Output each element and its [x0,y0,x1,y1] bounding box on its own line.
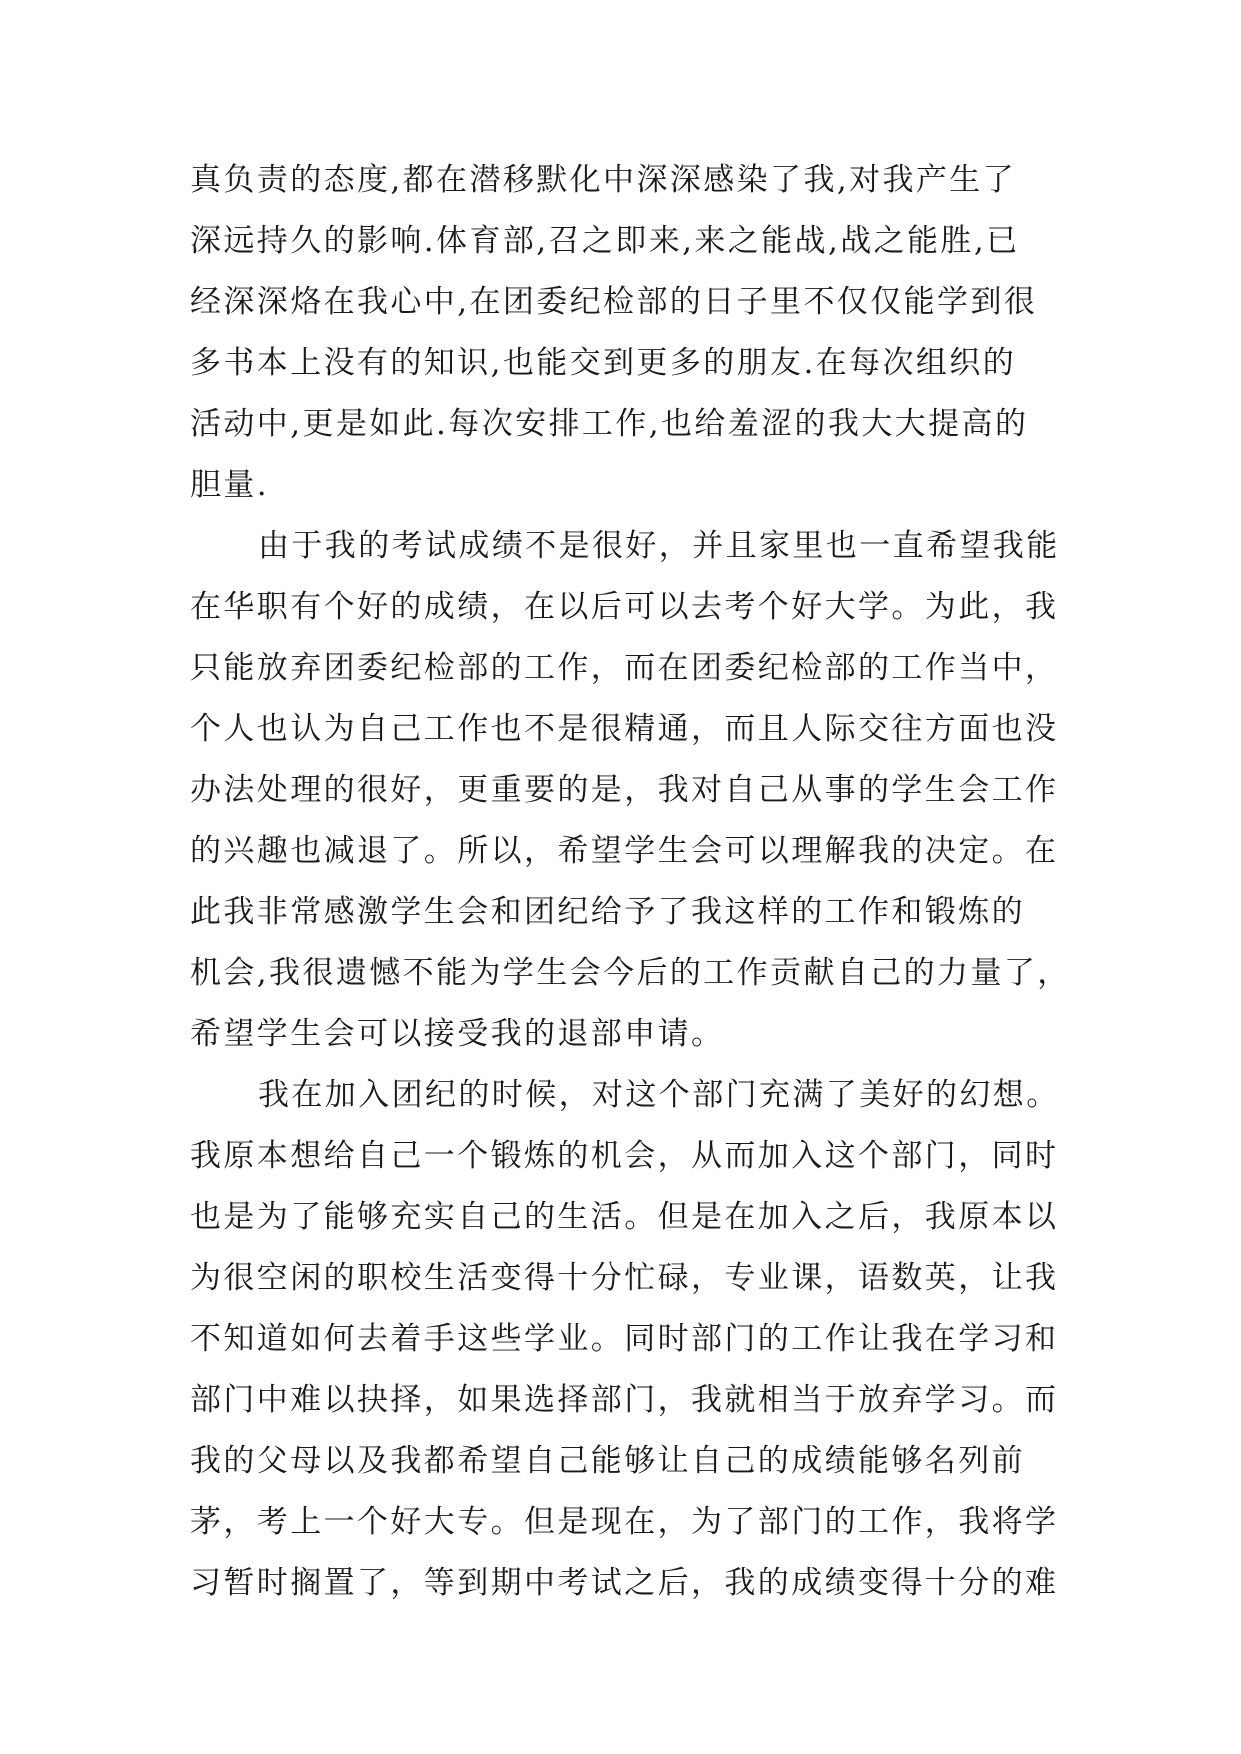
text-line: 深远持久的影响.体育部,召之即来,来之能战,战之能胜,已 [190,223,1020,259]
text-line: 不知道如何去着手这些学业。同时部门的工作让我在学习和 [190,1321,1059,1357]
body-text [190,150,1070,1614]
text-line: 多书本上没有的知识,也能交到更多的朋友.在每次组织的 [190,345,1017,381]
text-line: 我原本想给自己一个锻炼的机会，从而加入这个部门，同时 [190,1138,1059,1174]
text-line: 茅，考上一个好大专。但是现在，为了部门的工作，我将学 [190,1504,1059,1540]
text-line: 机会,我很遗憾不能为学生会今后的工作贡献自己的力量了， [190,955,1071,991]
text-line: 经深深烙在我心中,在团委纪检部的日子里不仅仅能学到很 [190,284,1038,320]
text-line: 此我非常感激学生会和团纪给予了我这样的工作和锻炼的 [190,894,1025,930]
paragraph-start-line: 由于我的考试成绩不是很好，并且家里也一直希望我能 [258,528,1060,564]
paragraph-start-line: 我在加入团纪的时候，对这个部门充满了美好的幻想。 [258,1077,1060,1113]
text-line: 个人也认为自己工作也不是很精通，而且人际交往方面也没 [190,711,1059,747]
text-line: 在华职有个好的成绩，在以后可以去考个好大学。为此，我 [190,589,1059,625]
text-line: 办法处理的很好，更重要的是，我对自己从事的学生会工作 [190,772,1059,808]
text-line: 真负责的态度,都在潜移默化中深深感染了我,对我产生了 [190,162,1017,198]
text-line: 为很空闲的职校生活变得十分忙碌，专业课，语数英，让我 [190,1260,1059,1296]
text-line: 我的父母以及我都希望自己能够让自己的成绩能够名列前 [190,1443,1025,1479]
text-line: 的兴趣也减退了。所以，希望学生会可以理解我的决定。在 [190,833,1059,869]
text-line: 胆量. [190,467,270,503]
text-line: 希望学生会可以接受我的退部申请。 [190,1016,725,1052]
text-line: 也是为了能够充实自己的生活。但是在加入之后，我原本以 [190,1199,1059,1235]
text-line: 活动中,更是如此.每次安排工作,也给羞涩的我大大提高的 [190,406,1029,442]
text-line: 习暂时搁置了，等到期中考试之后，我的成绩变得十分的难 [190,1565,1059,1601]
text-line: 部门中难以抉择，如果选择部门，我就相当于放弃学习。而 [190,1382,1059,1418]
text-line: 只能放弃团委纪检部的工作，而在团委纪检部的工作当中， [190,650,1059,686]
